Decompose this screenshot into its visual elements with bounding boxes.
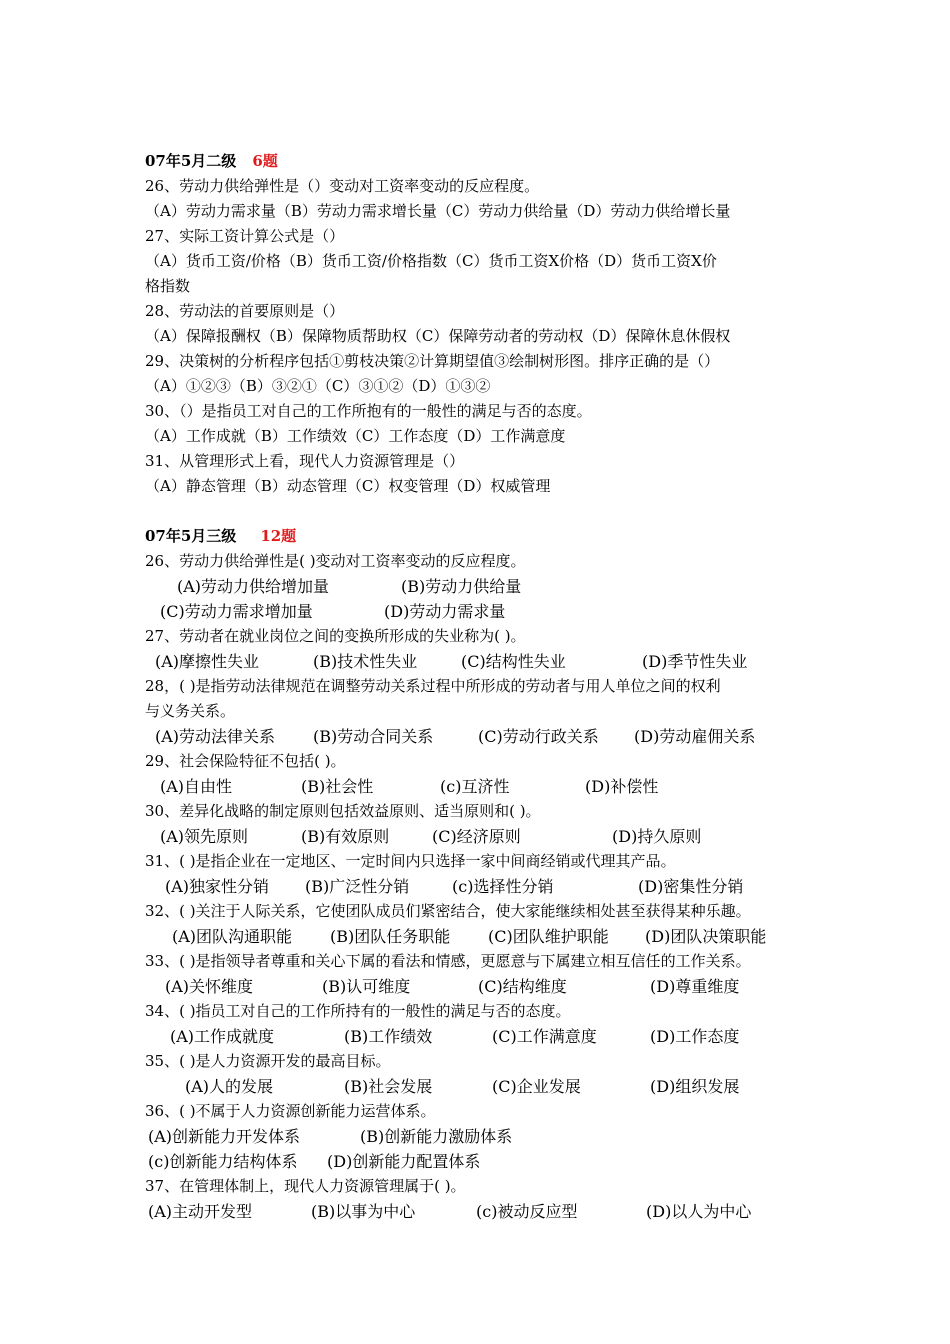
option: (B)社会性 bbox=[301, 777, 374, 796]
question-text: 28、劳动法的首要原则是（） bbox=[145, 302, 345, 320]
option: (A)关怀维度 bbox=[165, 977, 254, 996]
question-count: 12题 bbox=[260, 527, 297, 545]
option: (C)结构维度 bbox=[478, 977, 567, 996]
option: (c)创新能力结构体系 bbox=[148, 1152, 298, 1171]
answer-options bbox=[145, 874, 825, 899]
answer-options: （A）静态管理（B）动态管理（C）权变管理（D）权威管理 bbox=[145, 477, 551, 495]
option: (c)选择性分销 bbox=[452, 877, 554, 896]
option: (B)劳动力供给量 bbox=[401, 577, 522, 596]
question-text: 36、( )不属于人力资源创新能力运营体系。 bbox=[145, 1102, 436, 1120]
answer-options bbox=[145, 824, 825, 849]
option: (B)劳动合同关系 bbox=[313, 727, 434, 746]
question-text: 30、（）是指员工对自己的工作所抱有的一般性的满足与否的态度。 bbox=[145, 402, 592, 420]
section-heading bbox=[145, 149, 825, 174]
answer-options bbox=[145, 974, 825, 999]
question-text: 35、( )是人力资源开发的最高目标。 bbox=[145, 1052, 391, 1070]
option: (C)工作满意度 bbox=[492, 1027, 597, 1046]
answer-options bbox=[145, 1124, 825, 1149]
answer-options bbox=[145, 1024, 825, 1049]
option: (A)团队沟通职能 bbox=[172, 927, 293, 946]
section-heading bbox=[145, 524, 825, 549]
option: (c)互济性 bbox=[440, 777, 510, 796]
option: (A)独家性分销 bbox=[165, 877, 270, 896]
answer-options bbox=[145, 1149, 825, 1174]
option: (C)团队维护职能 bbox=[488, 927, 609, 946]
answer-options: （A）劳动力需求量（B）劳动力需求增长量（C）劳动力供给量（D）劳动力供给增长量 bbox=[145, 202, 731, 220]
answer-options-continued: 格指数 bbox=[145, 277, 191, 295]
question-text: 29、社会保险特征不包括( )。 bbox=[145, 752, 346, 770]
option: (D)密集性分销 bbox=[638, 877, 744, 896]
section-spacer bbox=[145, 499, 825, 524]
question-text: 30、差异化战略的制定原则包括效益原则、适当原则和( )。 bbox=[145, 802, 541, 820]
section-title: 07年5月三级 bbox=[145, 527, 237, 545]
answer-options bbox=[145, 599, 825, 624]
question-text: 29、决策树的分析程序包括①剪枝决策②计算期望值③绘制树形图。排序正确的是（） bbox=[145, 352, 720, 370]
answer-options: （A）①②③（B）③②①（C）③①②（D）①③② bbox=[145, 377, 491, 395]
option: (B)广泛性分销 bbox=[305, 877, 410, 896]
option: (B)创新能力激励体系 bbox=[360, 1127, 513, 1146]
answer-options bbox=[145, 574, 825, 599]
answer-options bbox=[145, 924, 825, 949]
question-count: 6题 bbox=[252, 152, 278, 170]
option: (C)企业发展 bbox=[492, 1077, 581, 1096]
option: (A)主动开发型 bbox=[148, 1202, 253, 1221]
option: (A)领先原则 bbox=[160, 827, 249, 846]
option: (D)补偿性 bbox=[585, 777, 659, 796]
answer-options: （A）工作成就（B）工作绩效（C）工作态度（D）工作满意度 bbox=[145, 427, 566, 445]
answer-options bbox=[145, 1074, 825, 1099]
option: (D)劳动雇佣关系 bbox=[634, 727, 756, 746]
option: (B)团队任务职能 bbox=[330, 927, 451, 946]
option: (B)技术性失业 bbox=[313, 652, 418, 671]
answer-options: （A）保障报酬权（B）保障物质帮助权（C）保障劳动者的劳动权（D）保障休息休假权 bbox=[145, 327, 731, 345]
answer-options bbox=[145, 1199, 825, 1224]
section-title: 07年5月二级 bbox=[145, 152, 237, 170]
question-text: 31、( )是指企业在一定地区、一定时间内只选择一家中间商经销或代理其产品。 bbox=[145, 852, 676, 870]
option: (D)工作态度 bbox=[650, 1027, 740, 1046]
question-text: 28，( )是指劳动法律规范在调整劳动关系过程中所形成的劳动者与用人单位之间的权利 bbox=[145, 677, 721, 695]
option: (A)摩擦性失业 bbox=[155, 652, 260, 671]
answer-options: （A）货币工资/价格（B）货币工资/价格指数（C）货币工资X价格（D）货币工资X价 bbox=[145, 252, 717, 270]
question-text: 31、从管理形式上看，现代人力资源管理是（） bbox=[145, 452, 465, 470]
answer-options bbox=[145, 649, 825, 674]
document-page bbox=[145, 149, 825, 1224]
option: (A)自由性 bbox=[160, 777, 233, 796]
option: (C)劳动力需求增加量 bbox=[160, 602, 313, 621]
question-text: 26、劳动力供给弹性是( )变动对工资率变动的反应程度。 bbox=[145, 552, 526, 570]
option: (A)劳动力供给增加量 bbox=[177, 577, 330, 596]
question-text: 27、实际工资计算公式是（） bbox=[145, 227, 345, 245]
option: (D)劳动力需求量 bbox=[384, 602, 506, 621]
answer-options bbox=[145, 774, 825, 799]
option: (D)组织发展 bbox=[650, 1077, 740, 1096]
option: (B)认可维度 bbox=[322, 977, 411, 996]
question-text: 32、( )关注于人际关系，它使团队成员们紧密结合，使大家能继续相处甚至获得某种乐趣。 bbox=[145, 902, 751, 920]
question-text: 34、( )指员工对自己的工作所持有的一般性的满足与否的态度。 bbox=[145, 1002, 571, 1020]
option: (c)被动反应型 bbox=[476, 1202, 578, 1221]
option: (D)季节性失业 bbox=[642, 652, 748, 671]
question-text: 33、( )是指领导者尊重和关心下属的看法和情感，更愿意与下属建立相互信任的工作关系。 bbox=[145, 952, 751, 970]
option: (D)团队决策职能 bbox=[645, 927, 767, 946]
option: (A)创新能力开发体系 bbox=[148, 1127, 301, 1146]
option: (B)社会发展 bbox=[344, 1077, 433, 1096]
option: (C)劳动行政关系 bbox=[478, 727, 599, 746]
option: (C)结构性失业 bbox=[461, 652, 566, 671]
question-text: 37、在管理体制上，现代人力资源管理属于( )。 bbox=[145, 1177, 466, 1195]
option: (A)劳动法律关系 bbox=[155, 727, 276, 746]
question-text-continued: 与义务关系。 bbox=[145, 702, 236, 720]
option: (A)工作成就度 bbox=[170, 1027, 275, 1046]
option: (A)人的发展 bbox=[185, 1077, 274, 1096]
option: (B)有效原则 bbox=[301, 827, 390, 846]
question-text: 27、劳动者在就业岗位之间的变换所形成的失业称为( )。 bbox=[145, 627, 526, 645]
option: (C)经济原则 bbox=[432, 827, 521, 846]
option: (D)尊重维度 bbox=[650, 977, 740, 996]
answer-options bbox=[145, 724, 825, 749]
option: (B)以事为中心 bbox=[311, 1202, 416, 1221]
option: (B)工作绩效 bbox=[344, 1027, 433, 1046]
option: (D)持久原则 bbox=[612, 827, 702, 846]
option: (D)创新能力配置体系 bbox=[327, 1152, 481, 1171]
question-text: 26、劳动力供给弹性是（）变动对工资率变动的反应程度。 bbox=[145, 177, 540, 195]
option: (D)以人为中心 bbox=[646, 1202, 752, 1221]
